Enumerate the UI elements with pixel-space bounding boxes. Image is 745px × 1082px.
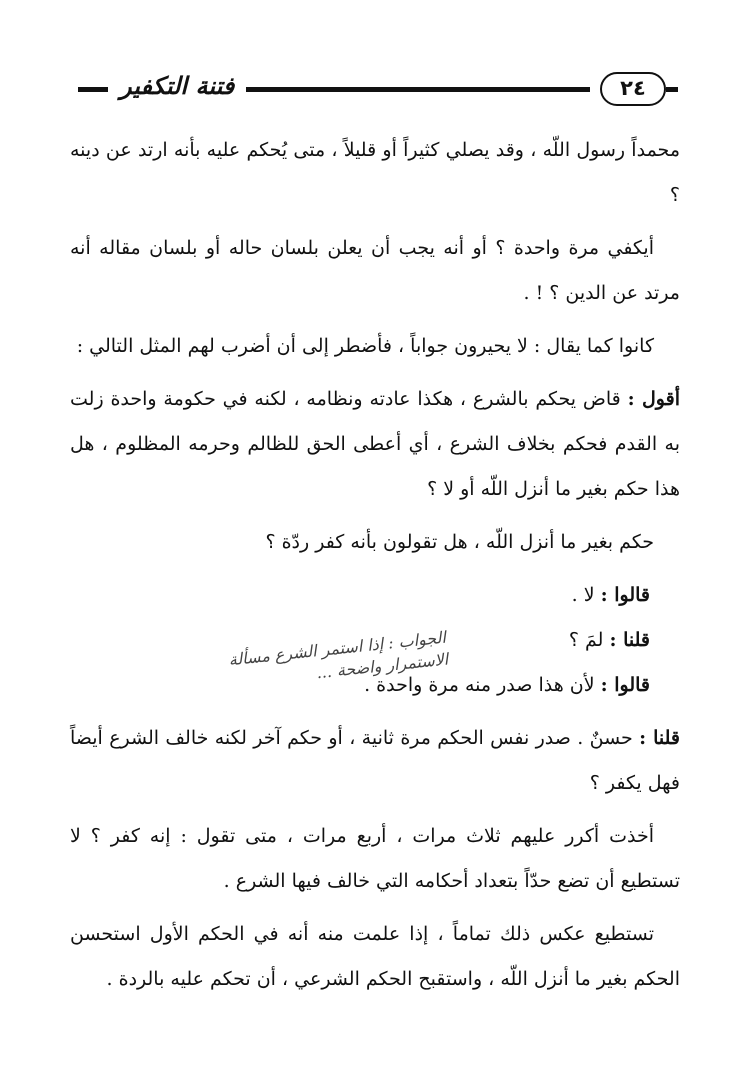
- paragraph: حكم بغير ما أنزل اللّه ، هل تقولون بأنه كفر ردّة ؟: [265, 531, 654, 553]
- paragraph: أخذت أكرر عليهم ثلاث مرات ، أربع مرات ، متى تقول : إنه كفر ؟ لا تستطيع أن تضع حدّاً بتعداد أحكامه التي خالف فيها الشرع .: [70, 825, 680, 892]
- header-rule: [246, 87, 590, 92]
- paragraph: أقول : قاض يحكم بالشرع ، هكذا عادته ونظامه ، لكنه في حكومة واحدة زلت به القدم فحكم بخلاف الشرع ، أي أعطى الحق للظالم وحرمه المظلوم ، هل هذا حكم بغير ما أنزل اللّه أو لا ؟: [70, 388, 680, 500]
- speaker-label: قلنا :: [609, 629, 650, 651]
- speaker-label: قالوا :: [600, 584, 650, 606]
- page-body: [70, 128, 680, 1010]
- header-rule-tail: [666, 87, 678, 92]
- page-number: ٢٤: [600, 72, 666, 106]
- speaker-label: قالوا :: [600, 674, 650, 696]
- header-dash: [78, 87, 108, 92]
- paragraph: تستطيع عكس ذلك تماماً ، إذا علمت منه أنه في الحكم الأول استحسن الحكم بغير ما أنزل اللّه ، واستقبح الحكم الشرعي ، أن تحكم عليه بالردة .: [70, 923, 680, 990]
- paragraph: قلنا : حسنٌ . صدر نفس الحكم مرة ثانية ، أو حكم آخر لكنه خالف الشرع أيضاً فهل يكفر ؟: [70, 727, 680, 794]
- dialogue-line: قالوا : لأن هذا صدر منه مرة واحدة .: [364, 674, 650, 696]
- book-title: فتنة التكفير: [120, 72, 235, 100]
- handwritten-annotation: الجواب : إذا استمر الشرع مسألة الاستمرار واضحة ...: [227, 627, 449, 683]
- page-header: [78, 68, 678, 112]
- paragraph: كانوا كما يقال : لا يحيرون جواباً ، فأضطر إلى أن أضرب لهم المثل التالي :: [76, 335, 654, 357]
- paragraph: أيكفي مرة واحدة ؟ أو أنه يجب أن يعلن بلسان حاله أو بلسان مقاله أنه مرتد عن الدين ؟ ! .: [70, 237, 680, 304]
- dialogue-line: قالوا : لا .: [571, 584, 650, 606]
- dialogue-line: قلنا : لمَ ؟: [568, 629, 650, 651]
- speaker-label: أقول :: [627, 388, 680, 410]
- speaker-label: قلنا :: [639, 727, 680, 749]
- paragraph: محمداً رسول اللّه ، وقد يصلي كثيراً أو قليلاً ، متى يُحكم عليه بأنه ارتد عن دينه ؟: [70, 139, 680, 206]
